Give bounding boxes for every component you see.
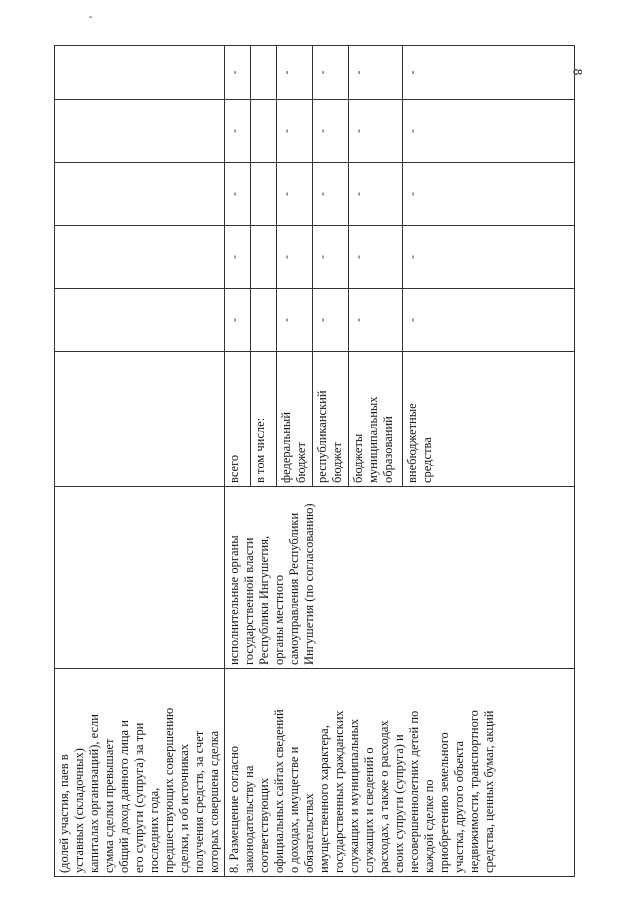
funding-label-cell <box>251 352 277 487</box>
value: - <box>351 70 365 75</box>
value-cell <box>251 46 277 100</box>
value-cell <box>277 163 313 226</box>
value: - <box>227 192 241 196</box>
value: - <box>279 318 293 322</box>
value-cell <box>277 100 313 163</box>
funding-label-cell <box>313 352 349 487</box>
funding-label: бюджеты муниципальных образований <box>351 396 395 483</box>
value-cell <box>251 226 277 289</box>
funding-label: республиканский бюджет <box>315 390 344 483</box>
value: - <box>405 318 419 322</box>
value-cell <box>403 226 575 289</box>
table-cell <box>55 163 225 226</box>
value-cell <box>277 289 313 352</box>
funding-label-cell <box>277 352 313 487</box>
value: - <box>279 255 293 259</box>
value-cell <box>225 163 251 226</box>
funding-label-cell <box>225 352 251 487</box>
value: - <box>405 70 419 75</box>
value-cell <box>349 46 403 100</box>
value-cell <box>349 289 403 352</box>
table-row <box>225 46 251 877</box>
value-cell <box>251 163 277 226</box>
rotated-table-wrapper <box>54 46 575 877</box>
value-cell <box>225 226 251 289</box>
measure-description-cell <box>225 669 575 877</box>
value: - <box>351 192 365 196</box>
value-cell <box>225 289 251 352</box>
value-cell <box>313 226 349 289</box>
table-cell <box>55 352 225 487</box>
executor-text: исполнительные органы государственной власти Республики Ингушетия, органы местного самоуправления Республики Ингушетия (по согласованию) <box>227 503 316 665</box>
value-cell <box>403 100 575 163</box>
value: - <box>315 129 329 133</box>
value: - <box>279 192 293 196</box>
scan-mark: - <box>89 12 93 23</box>
value: - <box>405 192 419 196</box>
value-cell <box>349 163 403 226</box>
value-cell <box>313 289 349 352</box>
value: - <box>405 255 419 259</box>
value: - <box>315 255 329 259</box>
value-cell <box>225 46 251 100</box>
value: - <box>315 318 329 322</box>
funding-label-cell <box>349 352 403 487</box>
funding-label: в том числе: <box>253 417 267 483</box>
table-row <box>55 46 225 877</box>
value-cell <box>313 46 349 100</box>
value-cell <box>349 100 403 163</box>
value: - <box>405 129 419 133</box>
value-cell <box>277 46 313 100</box>
value-cell <box>349 226 403 289</box>
value: - <box>279 129 293 133</box>
continuation-text: (долей участия, паев в уставных (складочных) капиталах организаций), если сумма сделки превышает общий доход данного лица и его супруги (супруга) за три последних года, предшествующих совершению сделки, и об источниках получения средств, за счет которых совершена сделка <box>57 707 221 873</box>
funding-label: федеральный бюджет <box>279 411 308 483</box>
value-cell <box>225 100 251 163</box>
value: - <box>351 255 365 259</box>
scanned-page <box>54 46 575 877</box>
value: - <box>227 129 241 133</box>
continuation-text-cell <box>55 669 225 877</box>
page-number: 8 <box>570 68 586 76</box>
value: - <box>315 192 329 196</box>
value-cell <box>251 289 277 352</box>
table-cell <box>55 226 225 289</box>
value: - <box>227 318 241 322</box>
value-cell <box>313 100 349 163</box>
funding-label-cell <box>403 352 575 487</box>
table-cell <box>55 487 225 669</box>
value-cell <box>403 163 575 226</box>
table-cell <box>55 289 225 352</box>
value: - <box>351 129 365 133</box>
value: - <box>315 70 329 75</box>
value: - <box>279 70 293 75</box>
value: - <box>227 70 241 75</box>
funding-label: всего <box>227 454 241 483</box>
value-cell <box>403 289 575 352</box>
table-cell <box>55 46 225 100</box>
value-cell <box>277 226 313 289</box>
executor-cell <box>225 487 575 669</box>
measures-table <box>54 45 575 877</box>
table-cell <box>55 100 225 163</box>
value-cell <box>251 100 277 163</box>
value-cell <box>403 46 575 100</box>
value-cell <box>313 163 349 226</box>
funding-label: внебюджетные средства <box>405 403 434 483</box>
measure-description: 8. Размещение согласно законодательству на соответствующих официальных сайтах сведений о доходах, имуществе и обязательствах имущественного характера, государственных гражданских служащих и муниципальных служащих и сведений о расходах, а также о расходах своих супруги (супруга) и несовершеннолетних детей по каждой сделке по приобретению земельного участка, другого объекта недвижимости, транспортного средства, ценных бумаг, акций <box>227 709 496 873</box>
value: - <box>227 255 241 259</box>
value: - <box>351 318 365 322</box>
